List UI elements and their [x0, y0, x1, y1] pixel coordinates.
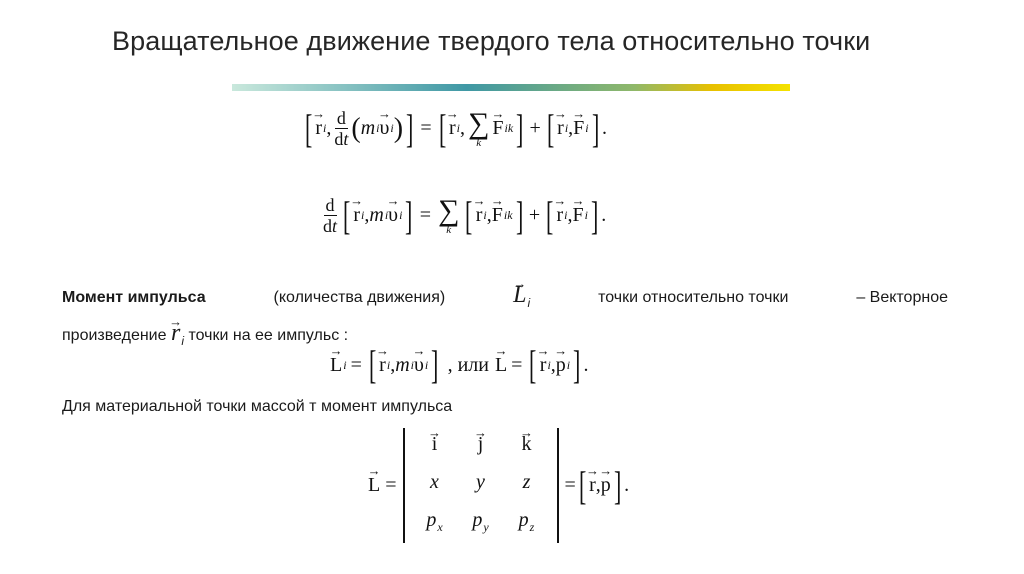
equation-2: $\frac{d}{dt}$ [ → r i , m i → υ i ] = ∑ k [ → r i , → F ik ] + [ → r i , → F i ] . — [320, 195, 606, 236]
sum-symbol: ∑ k — [468, 106, 490, 149]
material-point-text: Для материальной точки массой т момент импульса — [62, 398, 453, 415]
determinant-matrix: → i → j → k x y z $p_x$ $p_y$ $p_z$ — [403, 428, 559, 543]
slide-title: Вращательное движение твердого тела относительно точки — [112, 26, 871, 56]
symbol-r: → $r_i$ — [171, 327, 184, 344]
angular-momentum-definition: Момент импульса (количества движения) → $L_i$ точки относительно точки – Векторное произведение → $r_i$ точки на ее импульс : — [62, 280, 948, 356]
determinant-equation: → L = → i → j → k x y z $p_x$ $p_y$ $p_z$ = [ → r , → p ] . — [368, 428, 629, 543]
accent-gradient-bar — [232, 84, 790, 91]
equation-1: [ → r i , $\frac{d}{dt}$ ( m i → υ i ) ] = [ → r i , ∑ k → F ik ] + [ → r i , → F i ] . — [302, 108, 607, 149]
symbol-L: → $L_i$ — [513, 280, 530, 318]
equation-3: → L i = [ → r i , m i → υ i ] , или → L = [ → r i , → p i ] . — [330, 345, 588, 385]
term-bold: Момент импульса — [62, 289, 206, 306]
derivative-fraction: $\frac{d}{dt}$ — [334, 108, 349, 149]
vector-r: → r — [315, 117, 322, 140]
